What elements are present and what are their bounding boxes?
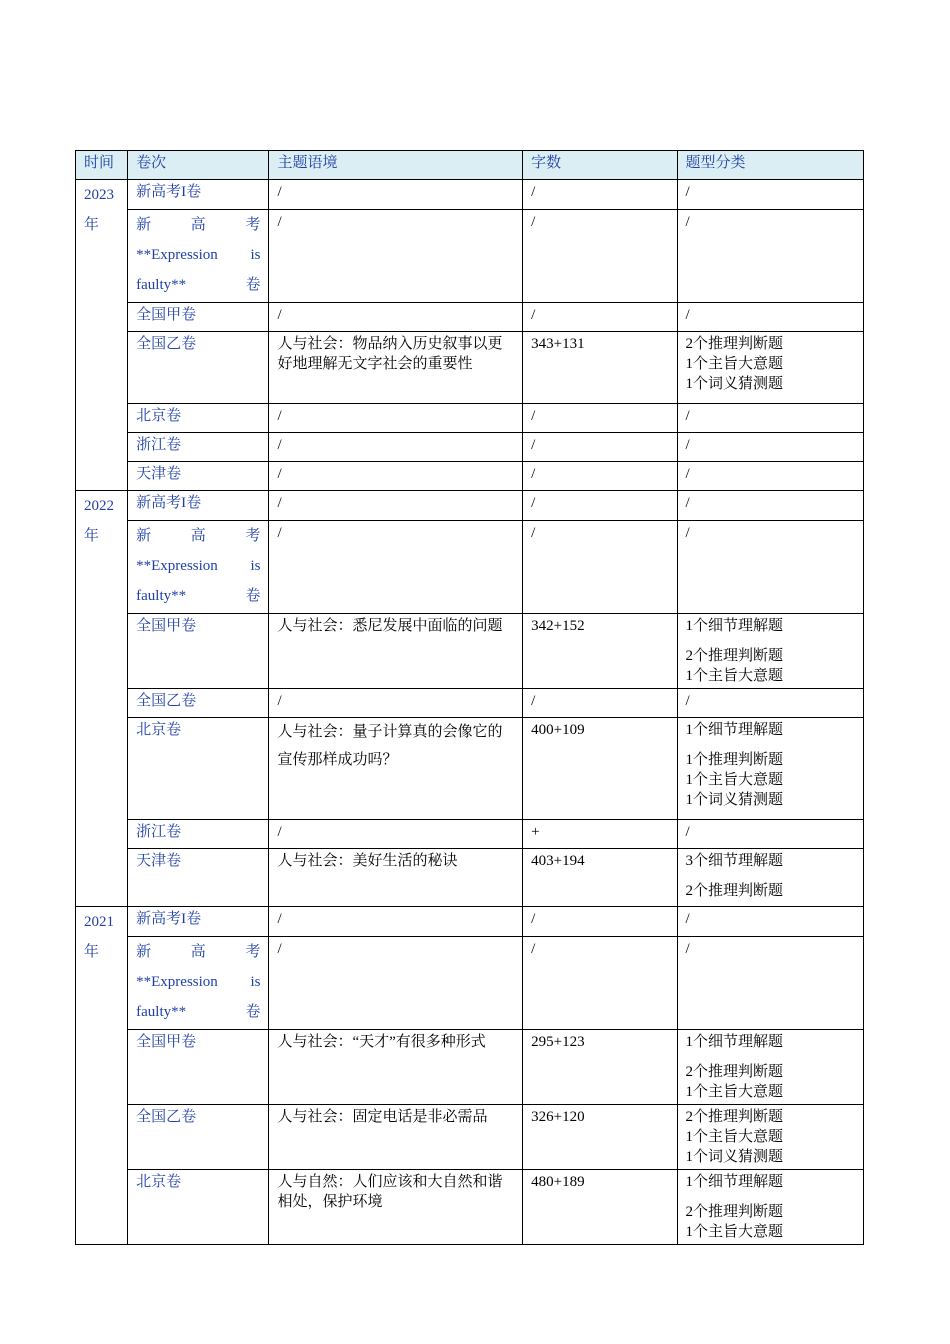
- question-types-cell: [677, 937, 864, 1030]
- question-types-cell: [677, 521, 864, 614]
- question-types-cell: [677, 614, 864, 689]
- paper-cell: 全国乙卷: [128, 1105, 269, 1170]
- paper-cell: 北京卷: [128, 718, 269, 820]
- year-cell: 2023年: [76, 180, 128, 491]
- table-row: [76, 937, 864, 1030]
- paper-cell: 新高考**Expression is faulty**卷: [128, 937, 269, 1030]
- paper-cell: 新高考**Expression is faulty**卷: [128, 210, 269, 303]
- header-topic: 主题语境: [269, 151, 523, 180]
- question-types-cell: [677, 180, 864, 210]
- paper-cell: 全国甲卷: [128, 303, 269, 332]
- question-types-cell: [677, 849, 864, 907]
- question-types-cell: [677, 303, 864, 332]
- question-type-item: 2个推理判断题: [685, 336, 784, 352]
- question-type-item: 2个推理判断题: [685, 648, 784, 664]
- paper-cell: 天津卷: [128, 462, 269, 491]
- paper-cell: 新高考I卷: [128, 180, 269, 210]
- word-count-cell: /: [523, 907, 677, 937]
- topic-cell: /: [269, 210, 523, 303]
- topic-cell: /: [269, 937, 523, 1030]
- question-types-cell: [677, 689, 864, 718]
- question-types-cell: [677, 210, 864, 303]
- word-count-cell: 326+120: [523, 1105, 677, 1170]
- header-row: [76, 151, 864, 180]
- table-row: [76, 614, 864, 689]
- word-count-cell: +: [523, 820, 677, 849]
- header-paper: 卷次: [128, 151, 269, 180]
- header-types: 题型分类: [677, 151, 864, 180]
- question-type-item: 1个细节理解题: [685, 1174, 784, 1190]
- question-type-item: /: [685, 495, 690, 511]
- question-type-item: 1个词义猜测题: [685, 1149, 784, 1165]
- table-row: [76, 849, 864, 907]
- topic-cell: /: [269, 907, 523, 937]
- topic-cell: 人与社会：量子计算真的会像它的宣传那样成功吗？: [269, 718, 523, 820]
- question-type-item: 1个主旨大意题: [685, 772, 784, 788]
- question-type-item: 1个词义猜测题: [685, 792, 784, 808]
- word-count-cell: 343+131: [523, 332, 677, 404]
- table-row: [76, 332, 864, 404]
- table-row: [76, 820, 864, 849]
- exam-analysis-table: [75, 150, 864, 1245]
- topic-cell: /: [269, 462, 523, 491]
- paper-cell: 全国甲卷: [128, 614, 269, 689]
- question-type-item: 1个主旨大意题: [685, 356, 784, 372]
- topic-cell: 人与社会：固定电话是非必需品: [269, 1105, 523, 1170]
- question-type-item: /: [685, 307, 690, 323]
- table-row: [76, 907, 864, 937]
- paper-cell: 全国乙卷: [128, 332, 269, 404]
- word-count-cell: /: [523, 491, 677, 521]
- table-row: [76, 521, 864, 614]
- question-type-item: 1个细节理解题: [685, 1034, 784, 1050]
- question-type-item: 3个细节理解题: [685, 853, 784, 869]
- question-types-cell: [677, 1105, 864, 1170]
- word-count-cell: 480+189: [523, 1170, 677, 1245]
- question-types-cell: [677, 491, 864, 521]
- word-count-cell: /: [523, 180, 677, 210]
- word-count-cell: 403+194: [523, 849, 677, 907]
- question-type-item: 1个主旨大意题: [685, 668, 784, 684]
- question-type-item: 2个推理判断题: [685, 1064, 784, 1080]
- header-time: 时间: [76, 151, 128, 180]
- topic-cell: /: [269, 404, 523, 433]
- question-types-cell: [677, 1030, 864, 1105]
- question-type-item: 2个推理判断题: [685, 883, 784, 899]
- question-type-item: /: [685, 693, 690, 709]
- word-count-cell: 342+152: [523, 614, 677, 689]
- paper-cell: 浙江卷: [128, 820, 269, 849]
- topic-cell: 人与社会：“天才”有很多种形式: [269, 1030, 523, 1105]
- question-types-cell: [677, 1170, 864, 1245]
- topic-cell: /: [269, 180, 523, 210]
- topic-cell: 人与自然：人们应该和大自然和谐相处，保护环境: [269, 1170, 523, 1245]
- word-count-cell: 400+109: [523, 718, 677, 820]
- question-type-item: /: [685, 408, 690, 424]
- year-cell: 2021年: [76, 907, 128, 1245]
- topic-cell: 人与社会：物品纳入历史叙事以更好地理解无文字社会的重要性: [269, 332, 523, 404]
- question-types-cell: [677, 433, 864, 462]
- table-row: [76, 491, 864, 521]
- question-type-item: /: [685, 184, 690, 200]
- word-count-cell: /: [523, 210, 677, 303]
- paper-cell: 新高考I卷: [128, 907, 269, 937]
- word-count-cell: /: [523, 937, 677, 1030]
- question-type-item: 1个主旨大意题: [685, 1224, 784, 1240]
- paper-cell: 新高考**Expression is faulty**卷: [128, 521, 269, 614]
- header-count: 字数: [523, 151, 677, 180]
- topic-cell: 人与社会：美好生活的秘诀: [269, 849, 523, 907]
- question-type-item: /: [685, 824, 690, 840]
- question-types-cell: [677, 404, 864, 433]
- topic-cell: /: [269, 433, 523, 462]
- word-count-cell: /: [523, 433, 677, 462]
- question-type-item: 2个推理判断题: [685, 1109, 784, 1125]
- word-count-cell: 295+123: [523, 1030, 677, 1105]
- question-type-item: /: [685, 437, 690, 453]
- word-count-cell: /: [523, 462, 677, 491]
- question-type-item: 2个推理判断题: [685, 1204, 784, 1220]
- paper-cell: 新高考I卷: [128, 491, 269, 521]
- table-body: [76, 180, 864, 1245]
- topic-cell: /: [269, 689, 523, 718]
- paper-cell: 全国甲卷: [128, 1030, 269, 1105]
- table-row: [76, 210, 864, 303]
- table-row: [76, 433, 864, 462]
- topic-cell: /: [269, 820, 523, 849]
- word-count-cell: /: [523, 689, 677, 718]
- topic-cell: 人与社会：悉尼发展中面临的问题: [269, 614, 523, 689]
- word-count-cell: /: [523, 521, 677, 614]
- word-count-cell: /: [523, 404, 677, 433]
- question-type-item: 1个推理判断题: [685, 752, 784, 768]
- question-types-cell: [677, 907, 864, 937]
- table-row: [76, 303, 864, 332]
- paper-cell: 北京卷: [128, 1170, 269, 1245]
- question-type-item: /: [685, 466, 690, 482]
- table-row: [76, 718, 864, 820]
- table-row: [76, 404, 864, 433]
- table-row: [76, 462, 864, 491]
- paper-cell: 浙江卷: [128, 433, 269, 462]
- question-type-item: /: [685, 525, 690, 541]
- table-row: [76, 689, 864, 718]
- topic-cell: /: [269, 521, 523, 614]
- question-type-item: 1个主旨大意题: [685, 1129, 784, 1145]
- topic-cell: /: [269, 491, 523, 521]
- question-type-item: 1个主旨大意题: [685, 1084, 784, 1100]
- question-types-cell: [677, 718, 864, 820]
- question-types-cell: [677, 462, 864, 491]
- question-type-item: /: [685, 911, 690, 927]
- question-type-item: /: [685, 941, 690, 957]
- table-row: [76, 1170, 864, 1245]
- table-row: [76, 180, 864, 210]
- question-type-item: 1个细节理解题: [685, 722, 784, 738]
- paper-cell: 北京卷: [128, 404, 269, 433]
- year-cell: 2022年: [76, 491, 128, 907]
- table-row: [76, 1030, 864, 1105]
- question-type-item: 1个细节理解题: [685, 618, 784, 634]
- table-row: [76, 1105, 864, 1170]
- question-types-cell: [677, 820, 864, 849]
- question-type-item: /: [685, 214, 690, 230]
- paper-cell: 全国乙卷: [128, 689, 269, 718]
- paper-cell: 天津卷: [128, 849, 269, 907]
- question-type-item: 1个词义猜测题: [685, 376, 784, 392]
- question-types-cell: [677, 332, 864, 404]
- word-count-cell: /: [523, 303, 677, 332]
- topic-cell: /: [269, 303, 523, 332]
